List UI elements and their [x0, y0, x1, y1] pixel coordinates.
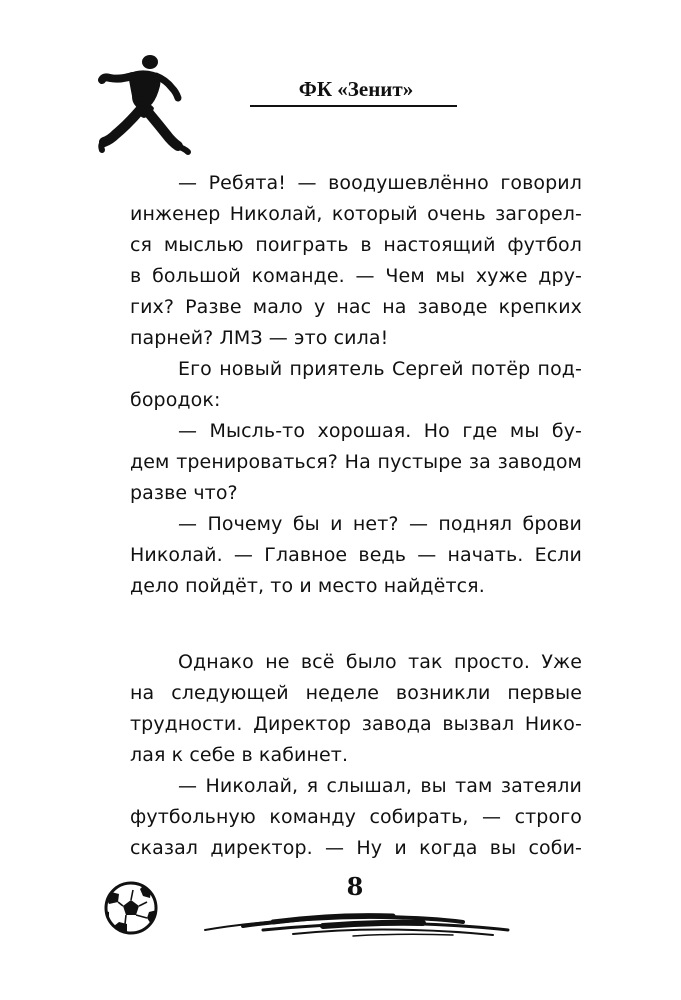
soccer-ball-icon	[103, 880, 159, 936]
text-line: сказал директор. — Ну и когда вы соби-	[130, 837, 582, 859]
text-line: трудности. Директор завода вызвал Нико-	[130, 713, 582, 735]
text-line: гих? Разве мало у нас на заводе крепких	[130, 296, 582, 318]
header-rule	[250, 105, 457, 107]
paragraph-1	[130, 168, 582, 354]
text-line: на следующей неделе возникли первые	[130, 682, 582, 704]
paragraph-2	[130, 354, 582, 416]
page-number: 8	[346, 872, 364, 901]
football-player-silhouette-icon	[92, 54, 192, 158]
section-gap	[130, 602, 582, 647]
brush-stroke-icon	[203, 906, 515, 942]
text-line: Его новый приятель Сергей потёр под-	[178, 358, 582, 380]
text-line: бородок:	[130, 389, 221, 411]
text-line: лая к себе в кабинет.	[130, 744, 349, 766]
text-line: Однако не всё было так просто. Уже	[178, 651, 582, 673]
paragraph-5	[130, 647, 582, 771]
page-body-text	[130, 168, 582, 864]
text-line: — Ребята! — воодушевлённо говорил	[178, 172, 582, 194]
text-line: — Мысль-то хорошая. Но где мы бу-	[178, 420, 582, 442]
paragraph-4	[130, 509, 582, 602]
text-line: — Николай, я слышал, вы там затеяли	[178, 775, 582, 797]
text-line: парней? ЛМЗ — это сила!	[130, 327, 389, 349]
text-line: футбольную команду собирать, — строго	[130, 806, 582, 828]
text-line: дем тренироваться? На пустыре за заводом	[130, 451, 582, 473]
running-header-title: ФК «Зенит»	[298, 77, 414, 101]
text-line: разве что?	[130, 482, 238, 504]
paragraph-3	[130, 416, 582, 509]
text-line: Николай. — Главное ведь — начать. Если	[130, 544, 582, 566]
text-line: ся мыслью поиграть в настоящий футбол	[130, 234, 582, 256]
text-line: — Почему бы и нет? — поднял брови	[178, 513, 582, 535]
paragraph-6	[130, 771, 582, 864]
text-line: в большой команде. — Чем мы хуже дру-	[130, 265, 582, 287]
text-line: инженер Николай, который очень загорел-	[130, 203, 582, 225]
text-line: дело пойдёт, то и место найдётся.	[130, 575, 485, 597]
